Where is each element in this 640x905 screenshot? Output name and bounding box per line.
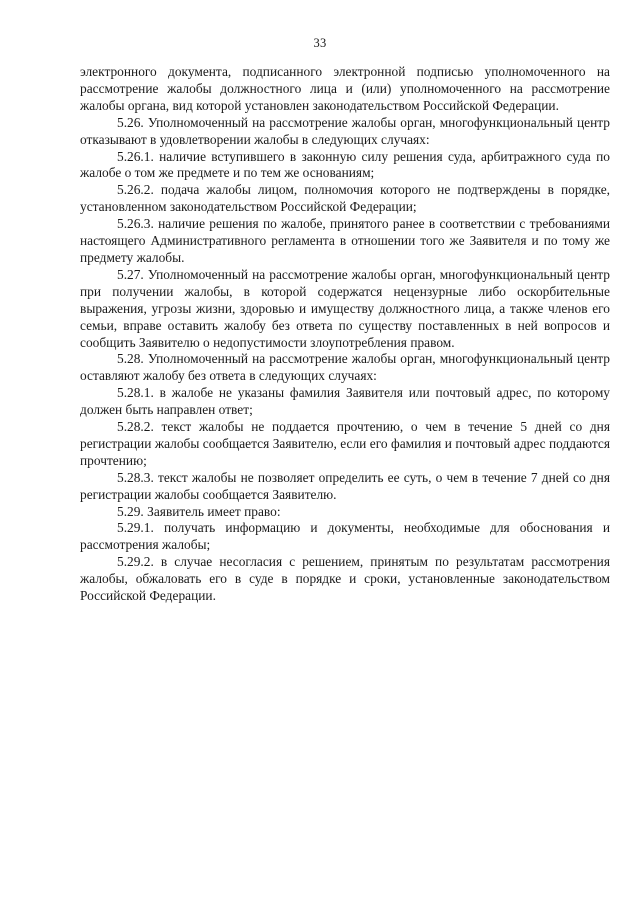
- paragraph-5-28-3: 5.28.3. текст жалобы не позволяет определить ее суть, о чем в течение 7 дней со дня регистрации жалобы сообщается Заявителю.: [80, 469, 610, 502]
- paragraph-5-28: 5.28. Уполномоченный на рассмотрение жалобы орган, многофункциональный центр оставляют жалобу без ответа в следующих случаях:: [80, 351, 610, 384]
- paragraph-5-27: 5.27. Уполномоченный на рассмотрение жалобы орган, многофункциональный центр при получении жалобы, в которой содержатся нецензурные либо оскорбительные выражения, угрозы жизни, здоровью и имуществу должностного лица, а также членов его семьи, вправе оставить жалобу без ответа по существу поставленных в ней вопросов и сообщить Заявителю о недопустимости злоупотребления правом.: [80, 266, 610, 350]
- paragraph-5-26: 5.26. Уполномоченный на рассмотрение жалобы орган, многофункциональный центр отказывают в удовлетворении жалобы в следующих случаях:: [80, 114, 610, 147]
- document-body: [80, 64, 610, 605]
- paragraph-5-29-1: 5.29.1. получать информацию и документы, необходимые для обоснования и рассмотрения жалобы;: [80, 520, 610, 553]
- paragraph-5-29-2: 5.29.2. в случае несогласия с решением, принятым по результатам рассмотрения жалобы, обжаловать его в суде в порядке и сроки, установленные законодательством Российской Федерации.: [80, 554, 610, 604]
- paragraph-5-26-3: 5.26.3. наличие решения по жалобе, принятого ранее в соответствии с требованиями настоящего Административного регламента в отношении того же Заявителя и по тому же предмету жалобы.: [80, 216, 610, 265]
- paragraph-5-26-2: 5.26.2. подача жалобы лицом, полномочия которого не подтверждены в порядке, установленном законодательством Российской Федерации;: [80, 182, 610, 215]
- page-number: 33: [313, 36, 327, 50]
- paragraph-5-26-1: 5.26.1. наличие вступившего в законную силу решения суда, арбитражного суда по жалобе о том же предмете и по тем же основаниям;: [80, 148, 610, 181]
- paragraph-5-29: 5.29. Заявитель имеет право:: [117, 503, 281, 519]
- paragraph-continuation: электронного документа, подписанного электронной подписью уполномоченного на рассмотрение жалобы должностного лица и (или) уполномоченного на рассмотрение жалобы органа, вид которой установлен законодательством Российской Федерации.: [80, 64, 610, 113]
- paragraph-5-28-2: 5.28.2. текст жалобы не поддается прочтению, о чем в течение 5 дней со дня регистрации жалобы сообщается Заявителю, если его фамилия и почтовый адрес поддаются прочтению;: [80, 419, 610, 468]
- paragraph-5-28-1: 5.28.1. в жалобе не указаны фамилия Заявителя или почтовый адрес, по которому должен быть направлен ответ;: [80, 385, 610, 418]
